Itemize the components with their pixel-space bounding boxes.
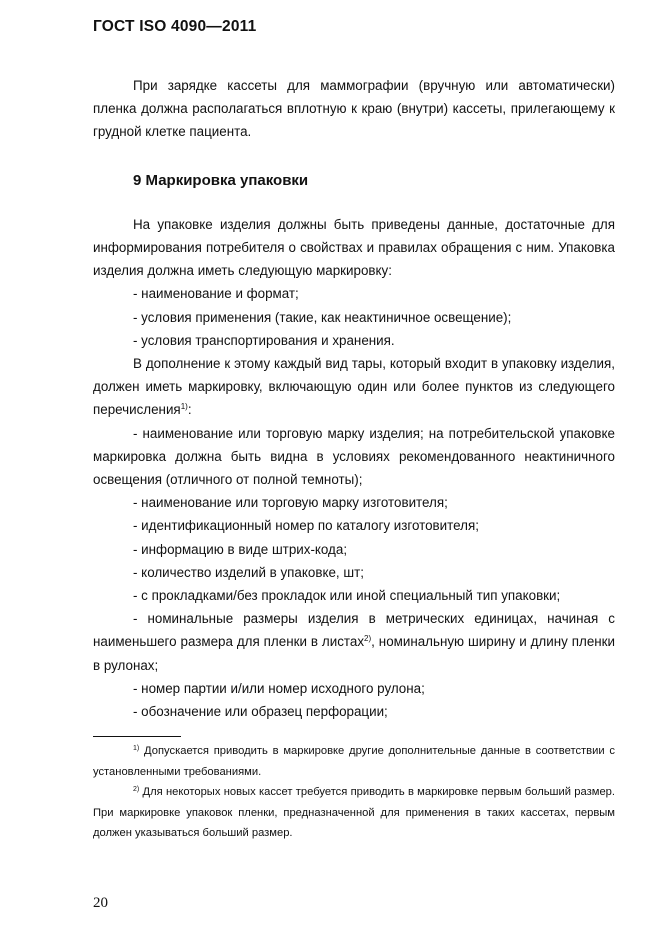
footnote-mark: 1) <box>133 745 140 752</box>
footnote-mark: 2) <box>133 786 140 793</box>
section-paragraph-1: На упаковке изделия должны быть приведены данные, достаточные для информирования потребителя о свойствах и правилах обращения с ним. Упаковка изделия должна иметь следующую маркировку: <box>93 216 615 279</box>
list-item: - номер партии и/или номер исходного рулона; <box>133 680 425 696</box>
list-item: - количество изделий в упаковке, шт; <box>133 564 364 580</box>
section-heading: 9 Маркировка упаковки <box>133 171 309 189</box>
page-number: 20 <box>93 895 108 911</box>
section-paragraph-2 <box>93 352 615 422</box>
document-body <box>93 74 615 723</box>
list-item: - обозначение или образец перфорации; <box>133 704 388 720</box>
footnotes <box>93 741 615 844</box>
list-item: - с прокладками/без прокладок или иной специальный тип упаковки; <box>133 588 561 604</box>
footnote-ref-2: 2) <box>364 634 372 644</box>
list-item: - идентификационный номер по каталогу изготовителя; <box>133 518 479 534</box>
list-item: - условия применения (такие, как неактиничное освещение); <box>133 309 512 325</box>
footnote-1 <box>93 741 615 782</box>
list-item: - наименование или торговую марку изготовителя; <box>133 495 448 511</box>
footnote-text: Допускается приводить в маркировке другие дополнительные данные в соответствии с установленными требованиями. <box>93 745 615 778</box>
document-header: ГОСТ ISO 4090—2011 <box>93 18 257 35</box>
list-item: - наименование или торговую марку изделия; на потребительской упаковке маркировка должна быть видна в условиях рекомендованного неактиничного освещения (отличного от полной темноты); <box>93 425 615 488</box>
list-item: - информацию в виде штрих-кода; <box>133 541 348 557</box>
list-item: - наименование и формат; <box>133 286 299 302</box>
paragraph-text: В дополнение к этому каждый вид тары, который входит в упаковку изделия, должен иметь маркировку, включающую один или более пунктов из следующего перечисления <box>93 356 615 418</box>
intro-paragraph: При зарядке кассеты для маммографии (вручную или автоматически) пленка должна располагаться вплотную к краю (внутри) кассеты, прилегающему к грудной клетке пациента. <box>93 78 615 140</box>
footnote-2 <box>93 782 615 844</box>
list-item-text: - номинальные размеры изделия в метрических единицах, начиная с наименьшего размера для пленки в листах <box>93 611 615 650</box>
list-item: - условия транспортирования и хранения. <box>133 332 395 348</box>
paragraph-end: : <box>187 402 192 418</box>
list-item-text-end: , номинальную ширину и длину пленки в рулонах; <box>93 634 615 673</box>
footnote-text: Для некоторых новых кассет требуется приводить в маркировке первым больший размер. При маркировке упаковок пленки, предназначенной для применения в таких кассетах, первым должен указываться больший размер. <box>93 786 615 839</box>
footnote-ref-1: 1) <box>180 402 188 412</box>
list-item-sizes <box>93 607 615 677</box>
footnote-separator <box>93 736 181 737</box>
